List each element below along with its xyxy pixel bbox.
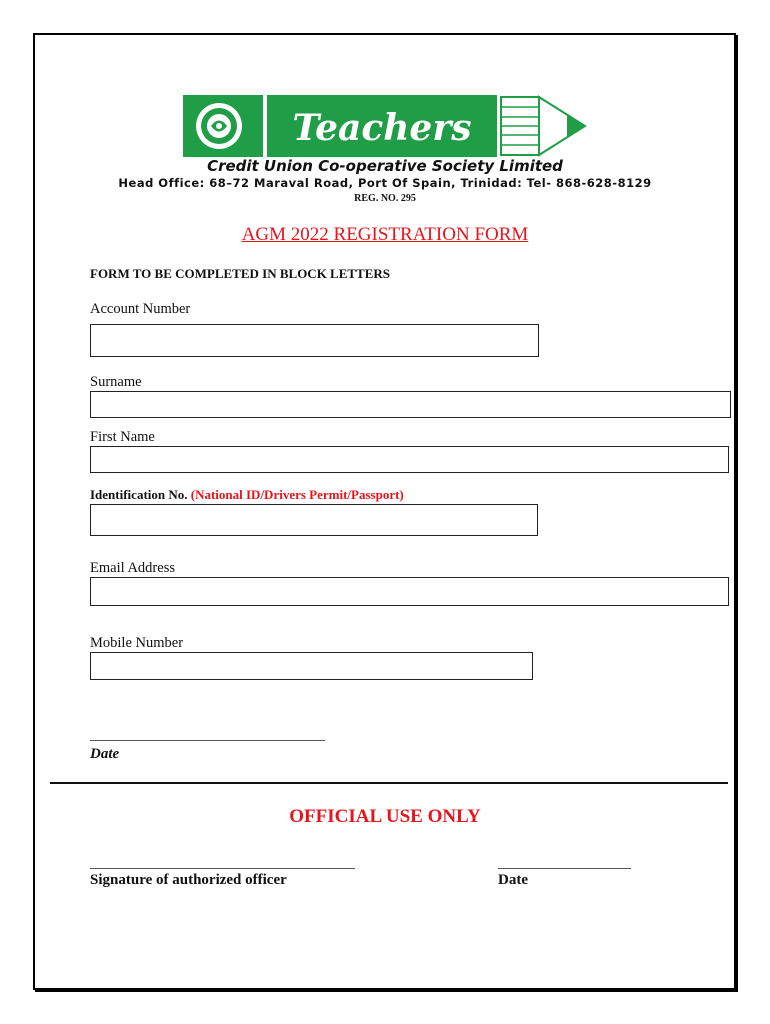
- identification-label-text: Identification No.: [90, 487, 188, 502]
- mobile-label: Mobile Number: [90, 635, 184, 651]
- svg-text:Teachers: Teachers: [292, 107, 472, 149]
- email-field[interactable]: [90, 577, 729, 606]
- officer-signature-line: [90, 868, 355, 869]
- identification-field[interactable]: [90, 504, 538, 536]
- surname-label: Surname: [90, 374, 142, 390]
- registration-number: REG. NO. 295: [354, 193, 416, 204]
- official-date-label: Date: [498, 872, 528, 888]
- block-letters-instruction: FORM TO BE COMPLETED IN BLOCK LETTERS: [90, 266, 391, 281]
- head-office-address: Head Office: 68–72 Maraval Road, Port Of Spain, Trinidad: Tel- 868-628-8129: [118, 176, 652, 190]
- first-name-field[interactable]: [90, 446, 729, 473]
- identification-hint: (National ID/Drivers Permit/Passport): [190, 487, 404, 502]
- date-signature-line: [90, 740, 325, 741]
- section-divider: [50, 782, 728, 784]
- official-use-heading: OFFICIAL USE ONLY: [289, 806, 481, 827]
- first-name-label: First Name: [90, 429, 155, 445]
- teachers-logo: [183, 95, 588, 157]
- officer-signature-label: Signature of authorized officer: [90, 872, 287, 888]
- form-title: AGM 2022 REGISTRATION FORM: [241, 224, 529, 245]
- date-label: Date: [90, 746, 120, 762]
- official-date-line: [498, 868, 631, 869]
- identification-label: [90, 487, 404, 503]
- org-subtitle: Credit Union Co-operative Society Limited: [207, 157, 563, 175]
- surname-field[interactable]: [90, 391, 731, 418]
- account-number-field[interactable]: [90, 324, 539, 357]
- mobile-field[interactable]: [90, 652, 533, 680]
- email-label: Email Address: [90, 560, 175, 576]
- account-number-label: Account Number: [90, 301, 191, 317]
